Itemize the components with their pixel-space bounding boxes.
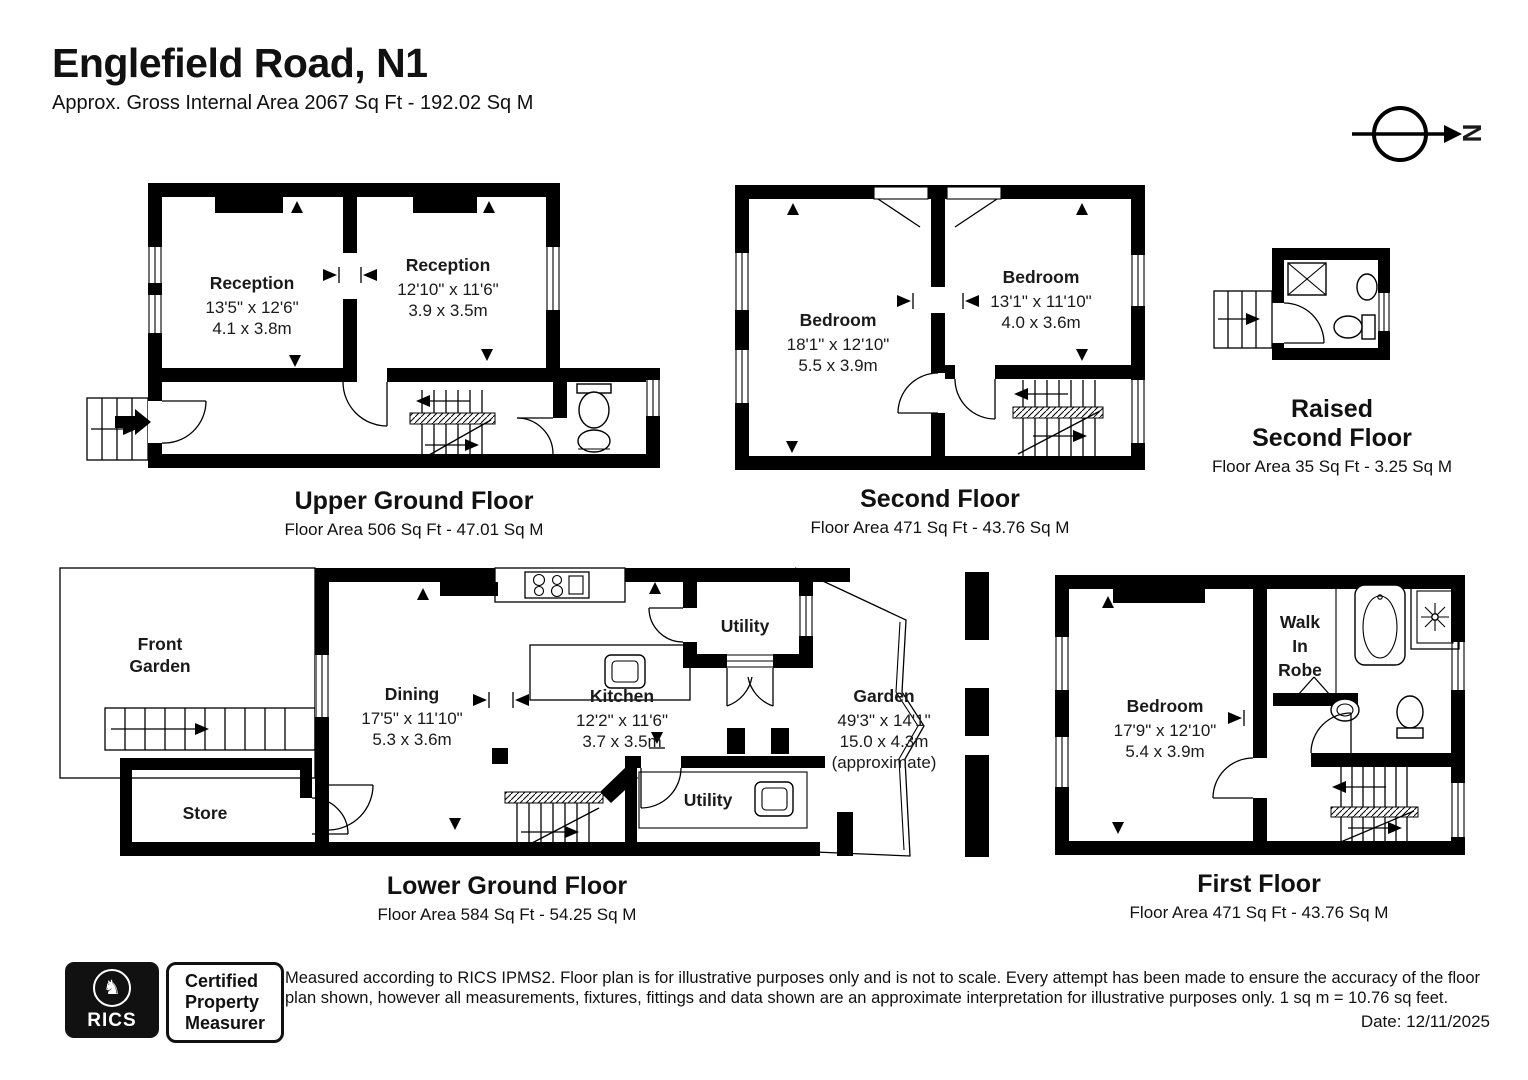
room-label: Dining [384,684,440,704]
door-arc [1284,303,1324,343]
compass-icon [1348,92,1488,177]
room-dims-imperial: 13'5" x 12'6" [205,298,299,317]
room-dims-metric: 5.5 x 3.9m [798,356,878,375]
sink-icon [605,655,645,688]
entrance-door [115,401,206,443]
lower-ground-caption [347,872,667,925]
stairs-icon [410,390,495,465]
floor-title: First Floor [1197,870,1321,898]
room-dims-note: (approximate) [831,753,937,772]
wc-fixtures [577,384,611,452]
room-label: Store [182,803,228,823]
room-label: Garden [853,686,915,706]
entry-arrow-icon [115,409,151,435]
room-reception-2 [397,255,498,320]
date-label: Date: 12/11/2025 [1360,1012,1490,1031]
upper-ground-floor-plan [85,183,665,475]
floor-area: Floor Area 506 Sq Ft - 47.01 Sq M [284,520,544,539]
stairs-icon [1331,767,1418,846]
room-kitchen [576,686,668,751]
header [52,40,533,115]
room-dims-imperial: 12'10" x 11'6" [397,280,499,299]
room-dims-metric: 3.9 x 3.5m [408,301,488,320]
floor-area: Floor Area 35 Sq Ft - 3.25 Sq M [1211,457,1452,476]
raised-second-floor-plan [1212,243,1402,373]
door-arcs [898,373,995,419]
room-front-garden [129,634,190,676]
room-utility-top [721,616,770,636]
floor-area: Floor Area 584 Sq Ft - 54.25 Sq M [377,905,637,924]
rics-logo [65,962,159,1038]
rics-lion-icon: ♞ [93,969,131,1007]
room-label: Reception [405,255,491,275]
room-label: Bedroom [1002,267,1080,287]
room-dims-imperial: 13'1" x 11'10" [990,292,1092,311]
room-bedroom [1114,696,1217,761]
floor-title-line1: Raised [1291,395,1373,423]
certified-property-measurer-label [166,962,284,1043]
floor-area: Floor Area 471 Sq Ft - 43.76 Sq M [810,518,1070,537]
windows [1378,293,1390,331]
room-dims-imperial: 12'2" x 11'6" [576,711,668,730]
page-subtitle: Approx. Gross Internal Area 2067 Sq Ft - 192.02 Sq M [52,92,534,114]
room-dims-imperial: 49'3" x 14'1" [837,711,931,730]
upper-ground-caption [254,487,574,540]
room-dims-metric: 15.0 x 4.3m [839,732,929,751]
room-walk-in-robe [1278,612,1322,680]
room-label-line1: Walk [1279,612,1321,632]
basin-icon [1331,699,1359,721]
first-floor-plan [1048,570,1468,862]
stairs-icon [1214,291,1272,348]
room-label-line2: Garden [129,656,191,676]
room-label-line2: In [1292,636,1308,656]
room-label: Utility [683,790,733,810]
room-store [183,803,228,823]
floor-title: Lower Ground Floor [386,872,628,900]
floor-title: Second Floor [860,485,1020,513]
toilet-icon [1334,316,1362,338]
room-bedroom-1 [787,310,890,375]
rics-wordmark: RICS [87,1009,137,1031]
page-title: Englefield Road, N1 [52,40,428,86]
room-reception-1 [205,273,298,338]
second-floor-plan [728,183,1148,475]
badge-line3: Measurer [185,1013,266,1033]
stairs-icon [1013,380,1103,456]
room-label-line3: Robe [1278,660,1322,680]
room-utility-bottom [684,790,733,810]
north-label: N [1457,123,1487,143]
floor-title-line2: Second Floor [1252,424,1412,452]
floor-area: Floor Area 471 Sq Ft - 43.76 Sq M [1129,903,1389,922]
second-floor-caption [780,485,1100,538]
room-garden [832,686,937,772]
room-dims-imperial: 17'5" x 11'10" [361,709,463,728]
basin-icon [1357,274,1377,300]
room-label: Reception [209,273,295,293]
room-dining [361,684,462,749]
toilet-bowl-icon [579,392,609,428]
bathroom-fixtures [1331,585,1459,738]
disclaimer-text: Measured according to RICS IPMS2. Floor plan is for illustrative purposes only and is not to scale. Every attempt has been made to ensure the accuracy of the floor plan shown, however all measurements, fixtures, fittings and data shown are an approximate interpretation for illustrative purposes only. 1 sq m = 10.76 sq feet. [285,969,1481,1007]
room-label: Bedroom [1126,696,1204,716]
toilet-base-icon [1397,728,1423,738]
room-dims-imperial: 18'1" x 12'10" [786,335,890,354]
badge-line1: Certified [185,971,259,991]
lower-ground-floor-plan [55,560,1005,862]
room-dims-metric: 4.1 x 3.8m [212,319,292,338]
first-floor-caption [1099,870,1419,923]
kitchen-counter [495,568,625,602]
rics-badge [65,962,284,1043]
toilet-icon [1397,696,1423,728]
room-dims-metric: 3.7 x 3.5m [582,732,662,751]
room-label-line1: Front [137,634,183,654]
raised-second-caption [1182,395,1482,477]
floor-title: Upper Ground Floor [294,487,534,515]
room-label: Bedroom [799,310,877,330]
bathroom-fixtures [1288,263,1377,339]
room-label: Utility [720,616,770,636]
badge-line2: Property [185,992,260,1012]
room-dims-metric: 5.3 x 3.6m [372,730,452,749]
room-dims-metric: 4.0 x 3.6m [1001,313,1081,332]
room-bedroom-2 [990,267,1091,332]
room-label: Kitchen [589,686,655,706]
walls [120,568,853,856]
room-dims-metric: 5.4 x 3.9m [1125,742,1205,761]
room-dims-imperial: 17'9" x 12'10" [1113,721,1217,740]
toilet-tank-icon [1362,315,1375,339]
